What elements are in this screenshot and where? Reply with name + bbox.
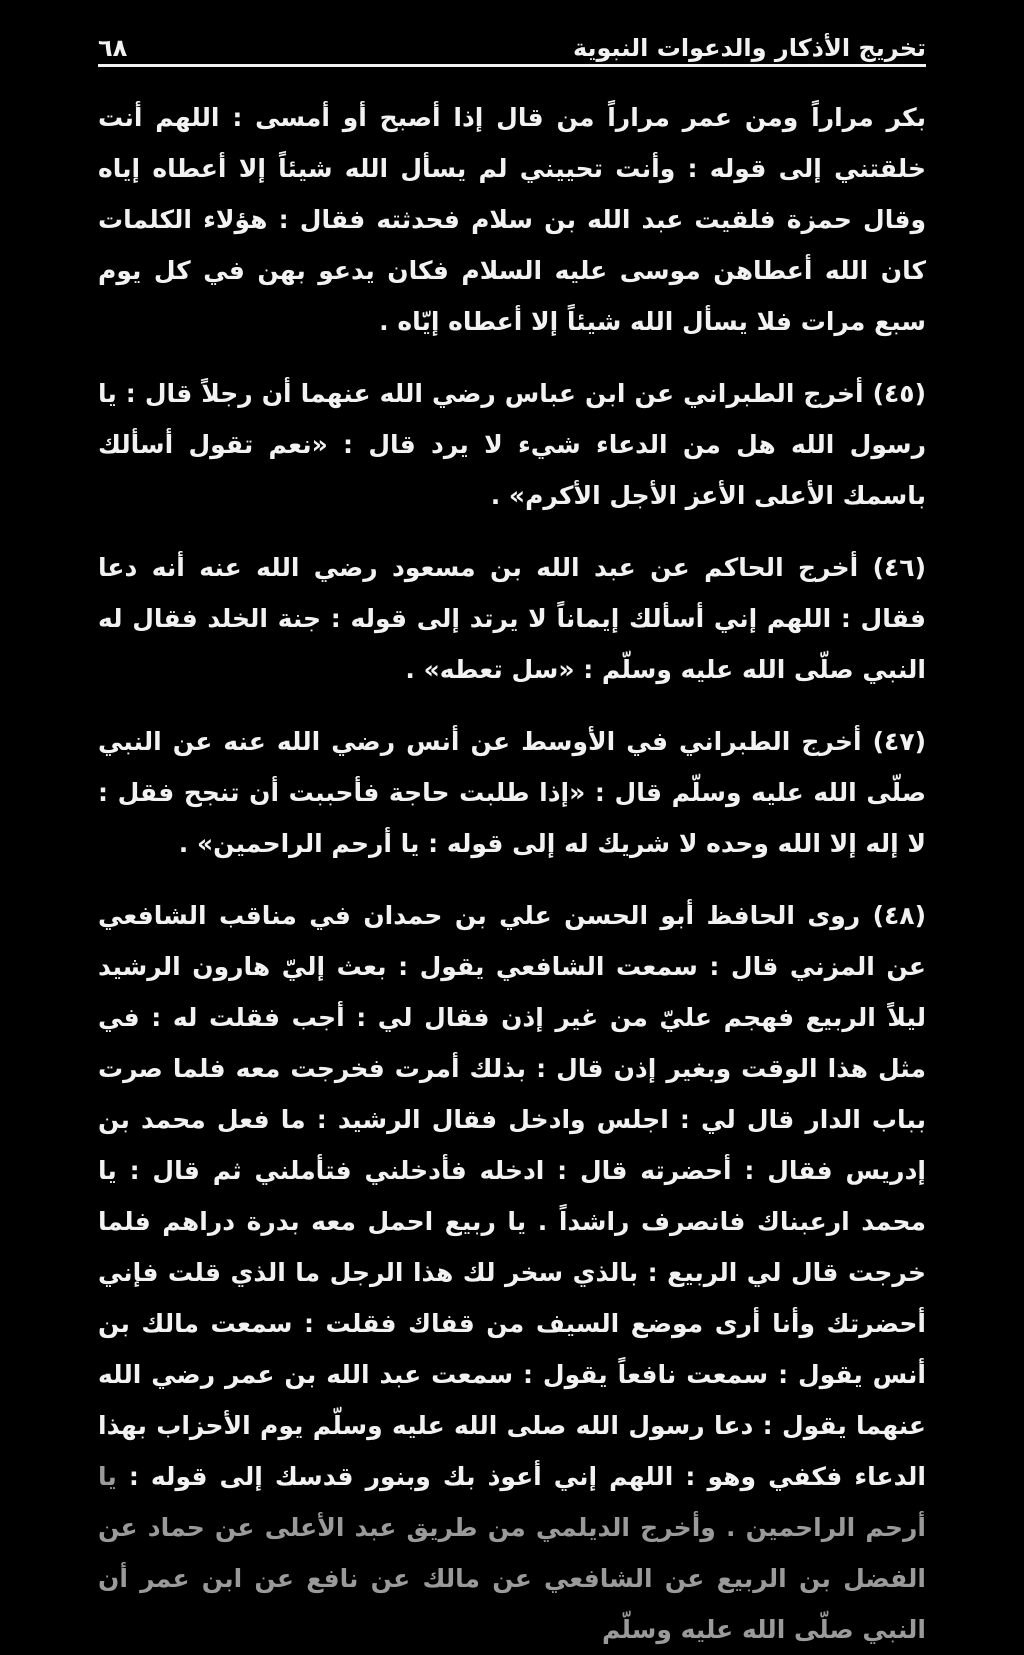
text-line: (٤٦) أخرج الحاكم عن عبد الله بن مسعود رضي الله عنه أنه دعا فقال : <box>98 553 926 633</box>
paragraph-46 <box>98 542 926 695</box>
text-line: يا أرحم الراحمين . وأخرج الديلمي من طريق عبد الأعلى عن حماد عن الفضل بن <box>98 1462 926 1593</box>
text-line: سمعت عبد الله بن عمر رضي الله عنهما يقول : دعا رسول الله صلى الله عليه وسلّم <box>98 1360 926 1440</box>
text-line: موضع السيف من قفاك فقلت : سمعت مالك بن أنس يقول : سمعت نافعاً يقول : <box>98 1309 926 1389</box>
paragraph-47 <box>98 716 926 869</box>
text-line: الربيع عن الشافعي عن مالك عن نافع عن ابن عمر أن النبي صلّى الله عليه وسلّم <box>98 1564 926 1644</box>
text-line: (٤٨) روى الحافظ أبو الحسن علي بن حمدان في مناقب الشافعي عن <box>98 901 926 981</box>
text-line: اللهم إني أسألك إيماناً لا يرتد إلى قوله : جنة الخلد فقال له النبي صلّى الله عليه <box>98 604 926 684</box>
text-line: المزني قال : سمعت الشافعي يقول : بعث إليّ هارون الرشيد ليلاً الربيع فهجم <box>98 952 926 1032</box>
running-header <box>98 28 926 62</box>
paragraph-continuation <box>98 92 926 347</box>
text-line: في كل يوم سبع مرات فلا يسأل الله شيئاً إلا أعطاه إيّاه . <box>98 256 926 336</box>
text-line: رسول الله هل من الدعاء شيء لا يرد قال : «نعم تقول أسألك باسمك الأعلى الأعز <box>98 430 926 510</box>
text-line: قال لي الربيع : بالذي سخر لك هذا الرجل ما الذي قلت فإني أحضرتك وأنا أرى <box>98 1258 926 1338</box>
text-line: عليه وسلّم قال : «إذا طلبت حاجة فأحببت أن تنجح فقل : لا إله إلا الله وحده لا <box>98 778 926 858</box>
text-line: شريك له إلى قوله : يا أرحم الراحمين» . <box>178 829 671 858</box>
page-number: ٦٨ <box>98 34 128 62</box>
text-line: يوم الأحزاب بهذا الدعاء فكفي وهو : اللهم إني أعوذ بك وبنور قدسك إلى قوله : <box>98 1411 926 1491</box>
text-line: قال : يا محمد ارعبناك فانصرف راشداً . يا ربيع احمل معه بدرة دراهم فلما خرجت <box>98 1156 926 1287</box>
text-line: الرشيد : ما فعل محمد بن إدريس فقال : أحضرته قال : ادخله فأدخلني فتأملني ثم <box>98 1105 926 1185</box>
text-line: بكر مراراً ومن عمر مراراً من قال إذا أصبح أو أمسى : اللهم أنت خلقتني إلى قوله : <box>98 103 926 183</box>
text-line: بذلك أمرت فخرجت معه فلما صرت بباب الدار قال لي : اجلس وادخل فقال <box>98 1054 926 1134</box>
text-line: وأنت تحييني لم يسأل الله شيئاً إلا أعطاه إياه وقال حمزة فلقيت عبد الله بن سلام <box>98 154 926 234</box>
header-rule <box>98 64 926 67</box>
text-line: (٤٧) أخرج الطبراني في الأوسط عن أنس رضي الله عنه عن النبي صلّى الله <box>98 727 926 807</box>
paragraph-45 <box>98 368 926 521</box>
text-line: الأجل الأكرم» . <box>490 481 677 510</box>
text-line: عليّ من غير إذن فقال لي : أجب فقلت له : في مثل هذا الوقت وبغير إذن قال : <box>98 1003 926 1083</box>
page-body <box>98 92 926 1655</box>
paragraph-48 <box>98 890 926 1655</box>
text-line: فحدثته فقال : هؤلاء الكلمات كان الله أعطاهن موسى عليه السلام فكان يدعو بهن <box>98 205 926 285</box>
text-line: (٤٥) أخرج الطبراني عن ابن عباس رضي الله عنهما أن رجلاً قال : يا <box>98 379 926 408</box>
header-title: تخريج الأذكار والدعوات النبوية <box>572 34 926 62</box>
text-line: وسلّم : «سل تعطه» . <box>405 655 672 684</box>
